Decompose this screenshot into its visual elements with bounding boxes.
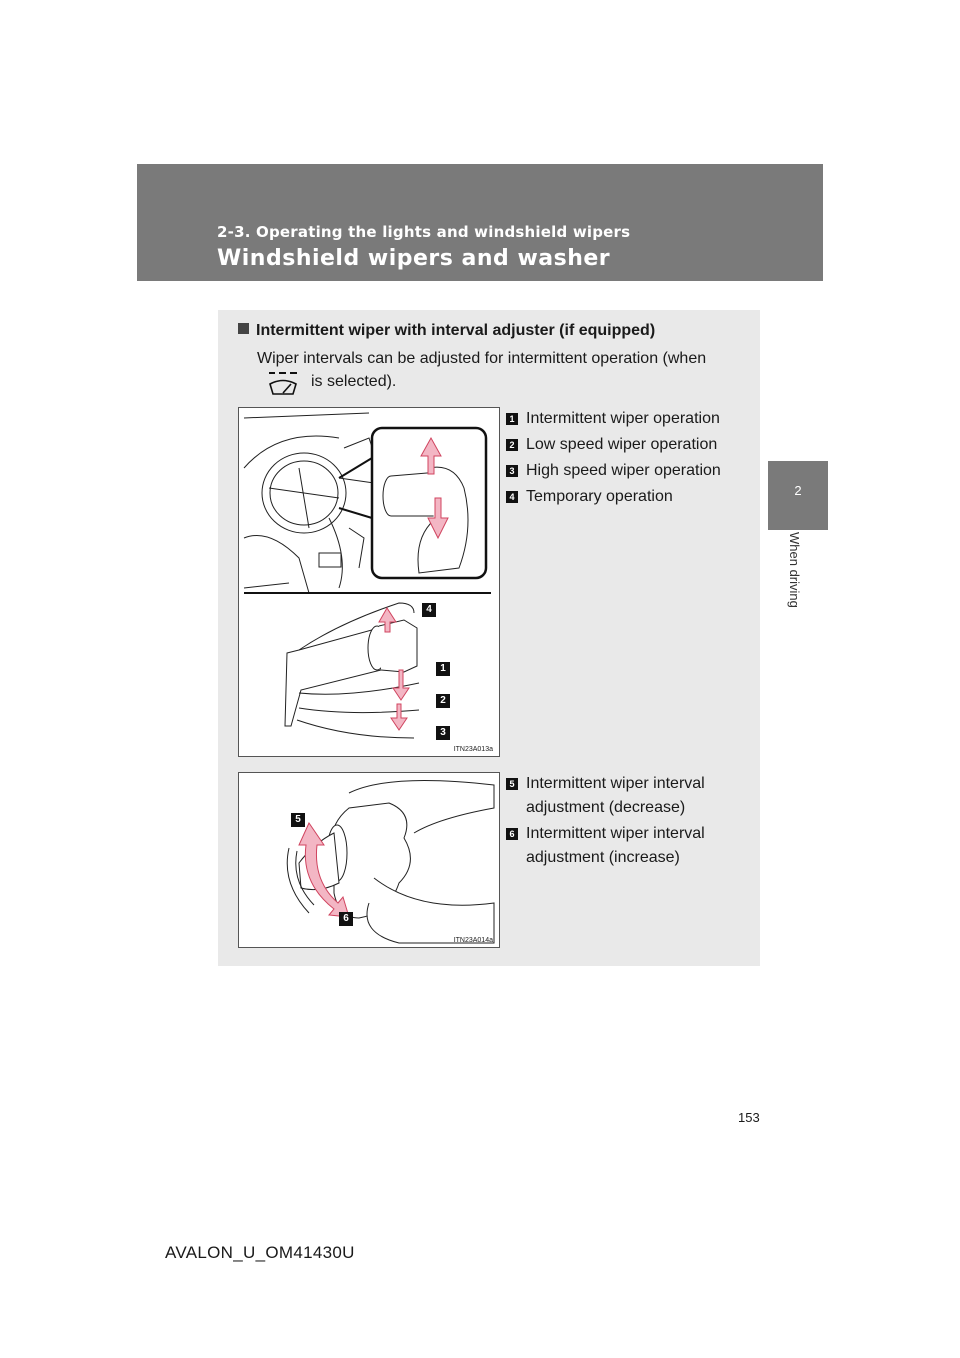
section-label: 2-3. Operating the lights and windshield wipers bbox=[217, 223, 631, 241]
chapter-tab bbox=[768, 461, 828, 530]
subheading-text: Intermittent wiper with interval adjuster (if equipped) bbox=[256, 322, 656, 339]
content-box bbox=[218, 310, 760, 966]
figure2-legend bbox=[506, 772, 756, 872]
figure-code: ITN23A013a bbox=[453, 746, 493, 753]
legend-label: Temporary operation bbox=[526, 488, 673, 505]
legend-item bbox=[506, 485, 756, 509]
legend-item bbox=[506, 772, 756, 820]
header-band bbox=[137, 164, 823, 281]
number-badge: 4 bbox=[506, 491, 518, 503]
callout-4: 4 bbox=[422, 603, 436, 617]
number-badge: 2 bbox=[506, 439, 518, 451]
callout-2: 2 bbox=[436, 694, 450, 708]
callout-5: 5 bbox=[291, 813, 305, 827]
square-bullet-icon bbox=[238, 323, 249, 334]
chapter-label: When driving bbox=[787, 532, 802, 608]
figure1-legend bbox=[506, 407, 756, 511]
callout-3: 3 bbox=[436, 726, 450, 740]
legend-item bbox=[506, 459, 756, 483]
wiper-lever-illustration bbox=[239, 408, 499, 756]
number-badge: 6 bbox=[506, 828, 518, 840]
figure-wiper-lever bbox=[238, 407, 500, 757]
page-number: 153 bbox=[738, 1110, 760, 1125]
legend-label: Intermittent wiper operation bbox=[526, 410, 720, 427]
intro-text: Wiper intervals can be adjusted for intermittent operation (when bbox=[257, 350, 707, 367]
document-code: AVALON_U_OM41430U bbox=[165, 1243, 355, 1262]
legend-label: Intermittent wiper interval adjustment (decrease) bbox=[526, 775, 705, 816]
interval-adjuster-illustration bbox=[239, 773, 499, 947]
number-badge: 5 bbox=[506, 778, 518, 790]
intermittent-wiper-symbol-icon bbox=[266, 370, 300, 396]
legend-label: Low speed wiper operation bbox=[526, 436, 718, 453]
legend-item bbox=[506, 822, 756, 870]
subheading bbox=[238, 322, 655, 340]
figure-interval-adjuster bbox=[238, 772, 500, 948]
page-title: Windshield wipers and washer bbox=[217, 246, 611, 271]
callout-1: 1 bbox=[436, 662, 450, 676]
callout-6: 6 bbox=[339, 912, 353, 926]
number-badge: 3 bbox=[506, 465, 518, 477]
legend-label: Intermittent wiper interval adjustment (increase) bbox=[526, 825, 705, 866]
chapter-number: 2 bbox=[794, 483, 802, 498]
intro-text-continued: is selected). bbox=[311, 373, 397, 390]
number-badge: 1 bbox=[506, 413, 518, 425]
legend-item bbox=[506, 433, 756, 457]
legend-label: High speed wiper operation bbox=[526, 462, 721, 479]
figure-code: ITN23A014a bbox=[453, 937, 493, 944]
legend-item bbox=[506, 407, 756, 431]
